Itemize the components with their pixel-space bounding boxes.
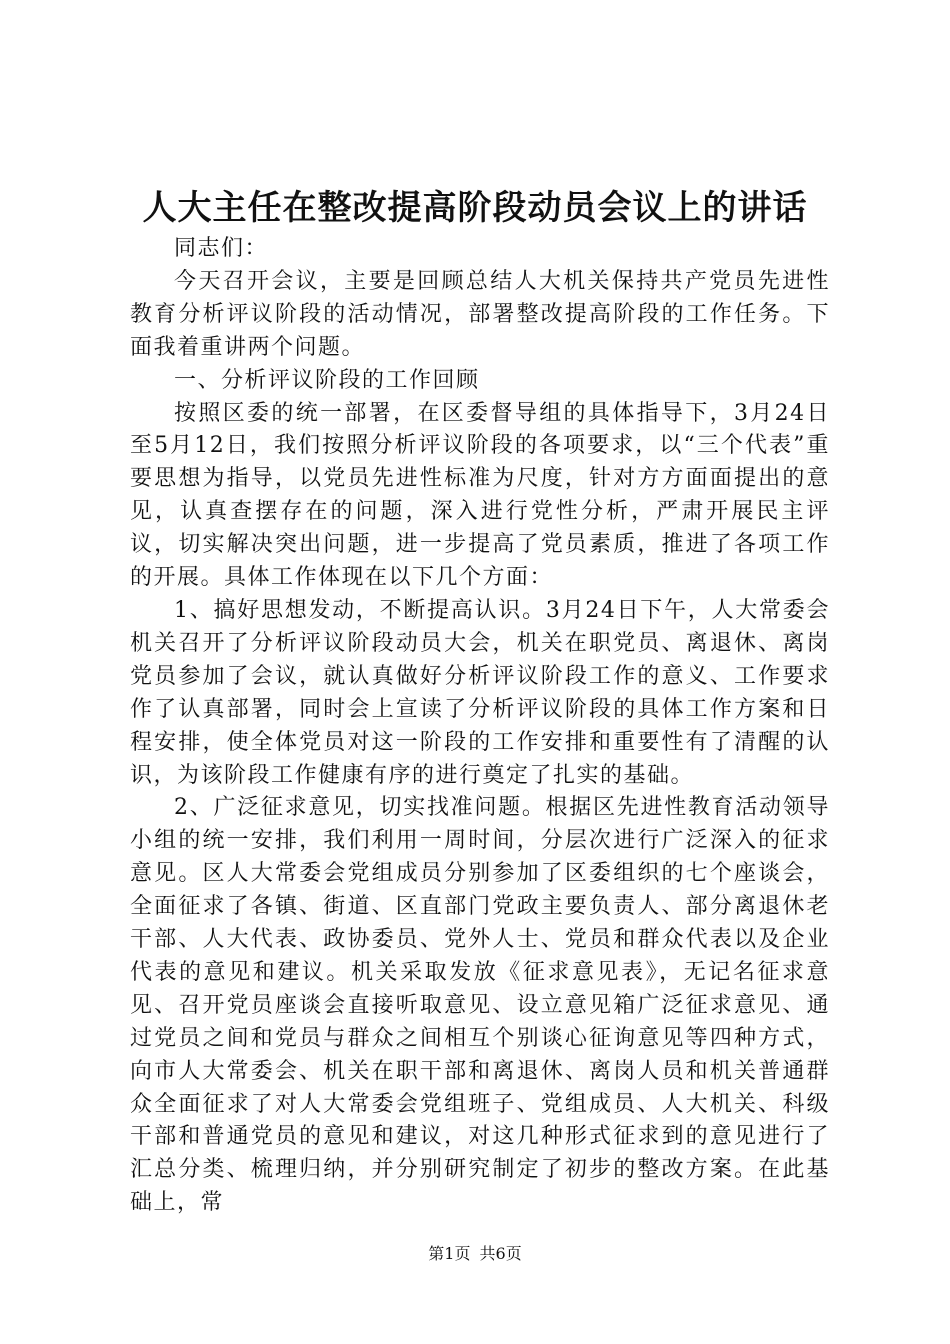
page-footer bbox=[0, 1244, 950, 1264]
section-heading: 一、分析评议阶段的工作回顾 bbox=[174, 367, 480, 393]
page-total: 共6页 bbox=[479, 1244, 522, 1263]
point-one-paragraph: 1、搞好思想发动，不断提高认识。3月24日下午，人大常委会机关召开了分析评议阶段动员大会，机关在职党员、离退休、离岗党员参加了会议，就认真做好分析评议阶段工作的意义、工作要求作了认真部署，同时会上宣读了分析评议阶段的具体工作方案和日程安排，使全体党员对这一阶段的工作安排和重要性有了清醒的认识，为该阶段工作健康有序的进行奠定了扎实的基础。 bbox=[130, 597, 830, 788]
intro-paragraph: 今天召开会议，主要是回顾总结人大机关保持共产党员先进性教育分析评议阶段的活动情况，部署整改提高阶段的工作任务。下面我着重讲两个问题。 bbox=[130, 268, 830, 360]
document-body bbox=[130, 233, 830, 1220]
salutation-paragraph: 同志们： bbox=[174, 236, 269, 261]
page-number: 第1页 bbox=[428, 1244, 471, 1263]
review-paragraph: 按照区委的统一部署，在区委督导组的具体指导下，3月24日至5月12日，我们按照分析评议阶段的各项要求，以“三个代表”重要思想为指导，以党员先进性标准为尺度，针对方方面面提出的意见，认真查摆存在的问题，深入进行党性分析，严肃开展民主评议，切实解决突出问题，进一步提高了党员素质，推进了各项工作的开展。具体工作体现在以下几个方面： bbox=[130, 400, 830, 591]
document-title: 人大主任在整改提高阶段动员会议上的讲话 bbox=[142, 188, 808, 228]
point-two-paragraph: 2、广泛征求意见，切实找准问题。根据区先进性教育活动领导小组的统一安排，我们利用一周时间，分层次进行广泛深入的征求意见。区人大常委会党组成员分别参加了区委组织的七个座谈会，全面征求了各镇、街道、区直部门党政主要负责人、部分离退休老干部、人大代表、政协委员、党外人士、党员和群众代表以及企业代表的意见和建议。机关采取发放《征求意见表》，无记名征求意见、召开党员座谈会直接听取意见、设立意见箱广泛征求意见、通过党员之间和党员与群众之间相互个别谈心征询意见等四种方式，向市人大常委会、机关在职干部和离退休、离岗人员和机关普通群众全面征求了对人大常委会党组班子、党组成员、人大机关、科级干部和普通党员的意见和建议，对这几种形式征求到的意见进行了汇总分类、梳理归纳，并分别研究制定了初步的整改方案。在此基础上，常 bbox=[130, 795, 830, 1216]
